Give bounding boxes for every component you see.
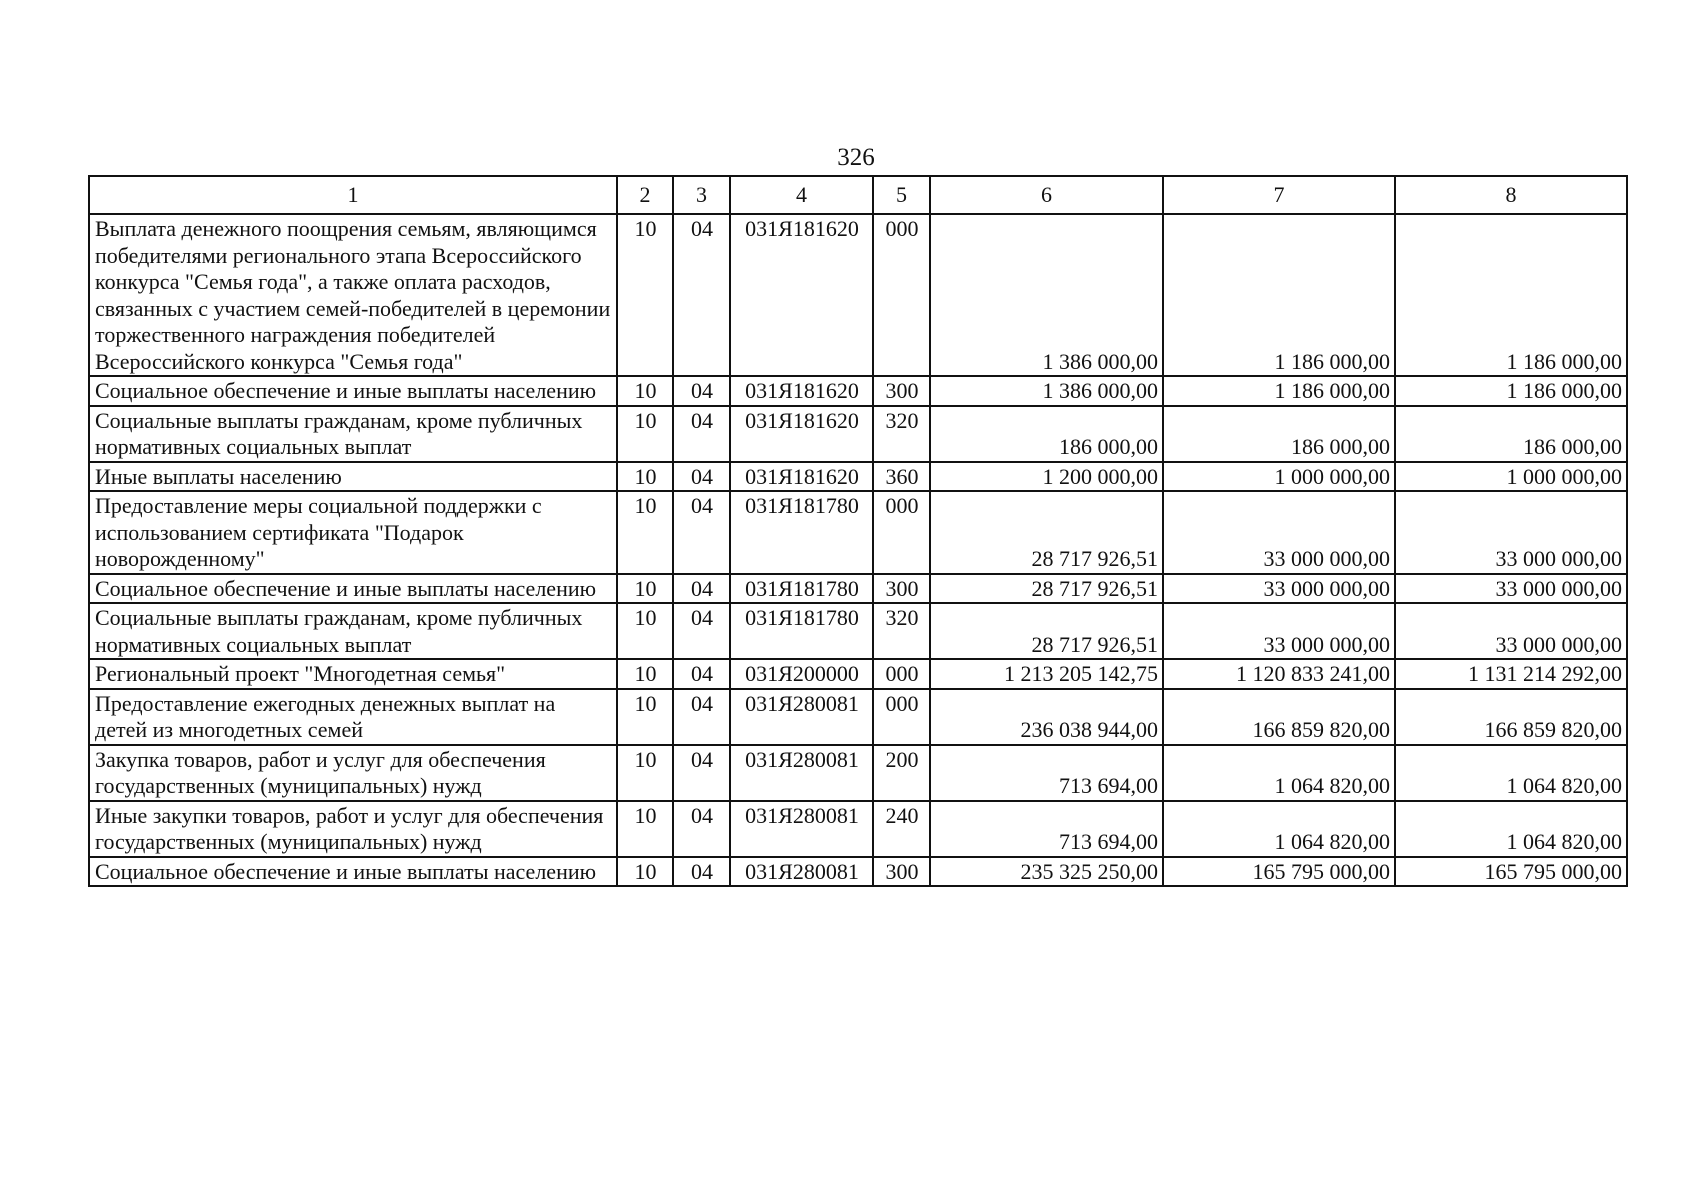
amount-col8: 1 064 820,00 — [1395, 801, 1627, 857]
header-row — [89, 176, 1627, 214]
amount-col6: 1 386 000,00 — [930, 214, 1163, 376]
table-row — [89, 376, 1627, 406]
expense-type-code: 000 — [873, 659, 930, 689]
amount-col7: 33 000 000,00 — [1163, 603, 1395, 659]
page-number: 326 — [837, 144, 875, 171]
subsection-code: 04 — [673, 462, 730, 492]
amount-col7: 186 000,00 — [1163, 406, 1395, 462]
budget-table — [88, 175, 1628, 887]
amount-col6: 186 000,00 — [930, 406, 1163, 462]
target-article-code: 031Я280081 — [730, 689, 873, 745]
expense-type-code: 000 — [873, 689, 930, 745]
column-header: 8 — [1395, 176, 1627, 214]
amount-col7: 165 795 000,00 — [1163, 857, 1395, 887]
row-name: Социальное обеспечение и иные выплаты населению — [89, 857, 617, 887]
table-row — [89, 659, 1627, 689]
column-header: 5 — [873, 176, 930, 214]
table-row — [89, 603, 1627, 659]
amount-col7: 1 186 000,00 — [1163, 214, 1395, 376]
table-row — [89, 857, 1627, 887]
expense-type-code: 300 — [873, 857, 930, 887]
column-header: 3 — [673, 176, 730, 214]
target-article-code: 031Я181620 — [730, 214, 873, 376]
amount-col8: 165 795 000,00 — [1395, 857, 1627, 887]
table-row — [89, 801, 1627, 857]
amount-col6: 28 717 926,51 — [930, 603, 1163, 659]
subsection-code: 04 — [673, 214, 730, 376]
table-row — [89, 406, 1627, 462]
amount-col8: 1 186 000,00 — [1395, 214, 1627, 376]
target-article-code: 031Я181620 — [730, 376, 873, 406]
amount-col8: 1 131 214 292,00 — [1395, 659, 1627, 689]
section-code: 10 — [617, 801, 673, 857]
amount-col8: 1 000 000,00 — [1395, 462, 1627, 492]
section-code: 10 — [617, 491, 673, 574]
amount-col6: 235 325 250,00 — [930, 857, 1163, 887]
target-article-code: 031Я181780 — [730, 491, 873, 574]
row-name: Предоставление меры социальной поддержки с использованием сертификата "Подарок новорожденному" — [89, 491, 617, 574]
table-row — [89, 462, 1627, 492]
amount-col6: 236 038 944,00 — [930, 689, 1163, 745]
expense-type-code: 360 — [873, 462, 930, 492]
target-article-code: 031Я181620 — [730, 462, 873, 492]
amount-col7: 1 186 000,00 — [1163, 376, 1395, 406]
section-code: 10 — [617, 689, 673, 745]
amount-col8: 1 064 820,00 — [1395, 745, 1627, 801]
column-header: 4 — [730, 176, 873, 214]
amount-col6: 713 694,00 — [930, 801, 1163, 857]
amount-col6: 1 386 000,00 — [930, 376, 1163, 406]
expense-type-code: 320 — [873, 603, 930, 659]
table-row — [89, 745, 1627, 801]
target-article-code: 031Я280081 — [730, 745, 873, 801]
section-code: 10 — [617, 603, 673, 659]
table-row — [89, 214, 1627, 376]
section-code: 10 — [617, 745, 673, 801]
subsection-code: 04 — [673, 376, 730, 406]
row-name: Социальное обеспечение и иные выплаты населению — [89, 376, 617, 406]
amount-col6: 713 694,00 — [930, 745, 1163, 801]
subsection-code: 04 — [673, 745, 730, 801]
subsection-code: 04 — [673, 603, 730, 659]
column-header: 2 — [617, 176, 673, 214]
subsection-code: 04 — [673, 801, 730, 857]
amount-col8: 166 859 820,00 — [1395, 689, 1627, 745]
row-name: Социальное обеспечение и иные выплаты населению — [89, 574, 617, 604]
target-article-code: 031Я181780 — [730, 603, 873, 659]
row-name: Иные закупки товаров, работ и услуг для обеспечения государственных (муниципальных) нужд — [89, 801, 617, 857]
column-header: 1 — [89, 176, 617, 214]
table-row — [89, 574, 1627, 604]
amount-col8: 33 000 000,00 — [1395, 574, 1627, 604]
row-name: Региональный проект "Многодетная семья" — [89, 659, 617, 689]
table-row — [89, 491, 1627, 574]
amount-col7: 1 000 000,00 — [1163, 462, 1395, 492]
amount-col7: 1 120 833 241,00 — [1163, 659, 1395, 689]
section-code: 10 — [617, 406, 673, 462]
row-name: Выплата денежного поощрения семьям, являющимся победителями регионального этапа Всероссийского конкурса "Семья года", а также оплата расходов, связанных с участием семей-победителей в церемонии торжественного награждения победителей Всероссийского конкурса "Семья года" — [89, 214, 617, 376]
section-code: 10 — [617, 214, 673, 376]
subsection-code: 04 — [673, 406, 730, 462]
section-code: 10 — [617, 574, 673, 604]
target-article-code: 031Я200000 — [730, 659, 873, 689]
expense-type-code: 000 — [873, 491, 930, 574]
amount-col6: 28 717 926,51 — [930, 491, 1163, 574]
table-row — [89, 689, 1627, 745]
row-name: Предоставление ежегодных денежных выплат на детей из многодетных семей — [89, 689, 617, 745]
target-article-code: 031Я181780 — [730, 574, 873, 604]
section-code: 10 — [617, 462, 673, 492]
section-code: 10 — [617, 659, 673, 689]
expense-type-code: 200 — [873, 745, 930, 801]
amount-col8: 33 000 000,00 — [1395, 491, 1627, 574]
row-name: Иные выплаты населению — [89, 462, 617, 492]
subsection-code: 04 — [673, 857, 730, 887]
subsection-code: 04 — [673, 574, 730, 604]
amount-col6: 1 213 205 142,75 — [930, 659, 1163, 689]
target-article-code: 031Я181620 — [730, 406, 873, 462]
expense-type-code: 240 — [873, 801, 930, 857]
amount-col7: 1 064 820,00 — [1163, 745, 1395, 801]
expense-type-code: 000 — [873, 214, 930, 376]
amount-col7: 166 859 820,00 — [1163, 689, 1395, 745]
target-article-code: 031Я280081 — [730, 857, 873, 887]
amount-col6: 1 200 000,00 — [930, 462, 1163, 492]
column-header: 6 — [930, 176, 1163, 214]
row-name: Социальные выплаты гражданам, кроме публичных нормативных социальных выплат — [89, 603, 617, 659]
row-name: Закупка товаров, работ и услуг для обеспечения государственных (муниципальных) нужд — [89, 745, 617, 801]
amount-col8: 1 186 000,00 — [1395, 376, 1627, 406]
section-code: 10 — [617, 376, 673, 406]
section-code: 10 — [617, 857, 673, 887]
column-header: 7 — [1163, 176, 1395, 214]
subsection-code: 04 — [673, 689, 730, 745]
subsection-code: 04 — [673, 491, 730, 574]
expense-type-code: 300 — [873, 574, 930, 604]
amount-col7: 1 064 820,00 — [1163, 801, 1395, 857]
expense-type-code: 320 — [873, 406, 930, 462]
amount-col7: 33 000 000,00 — [1163, 574, 1395, 604]
subsection-code: 04 — [673, 659, 730, 689]
amount-col8: 33 000 000,00 — [1395, 603, 1627, 659]
row-name: Социальные выплаты гражданам, кроме публичных нормативных социальных выплат — [89, 406, 617, 462]
amount-col7: 33 000 000,00 — [1163, 491, 1395, 574]
expense-type-code: 300 — [873, 376, 930, 406]
target-article-code: 031Я280081 — [730, 801, 873, 857]
amount-col8: 186 000,00 — [1395, 406, 1627, 462]
amount-col6: 28 717 926,51 — [930, 574, 1163, 604]
